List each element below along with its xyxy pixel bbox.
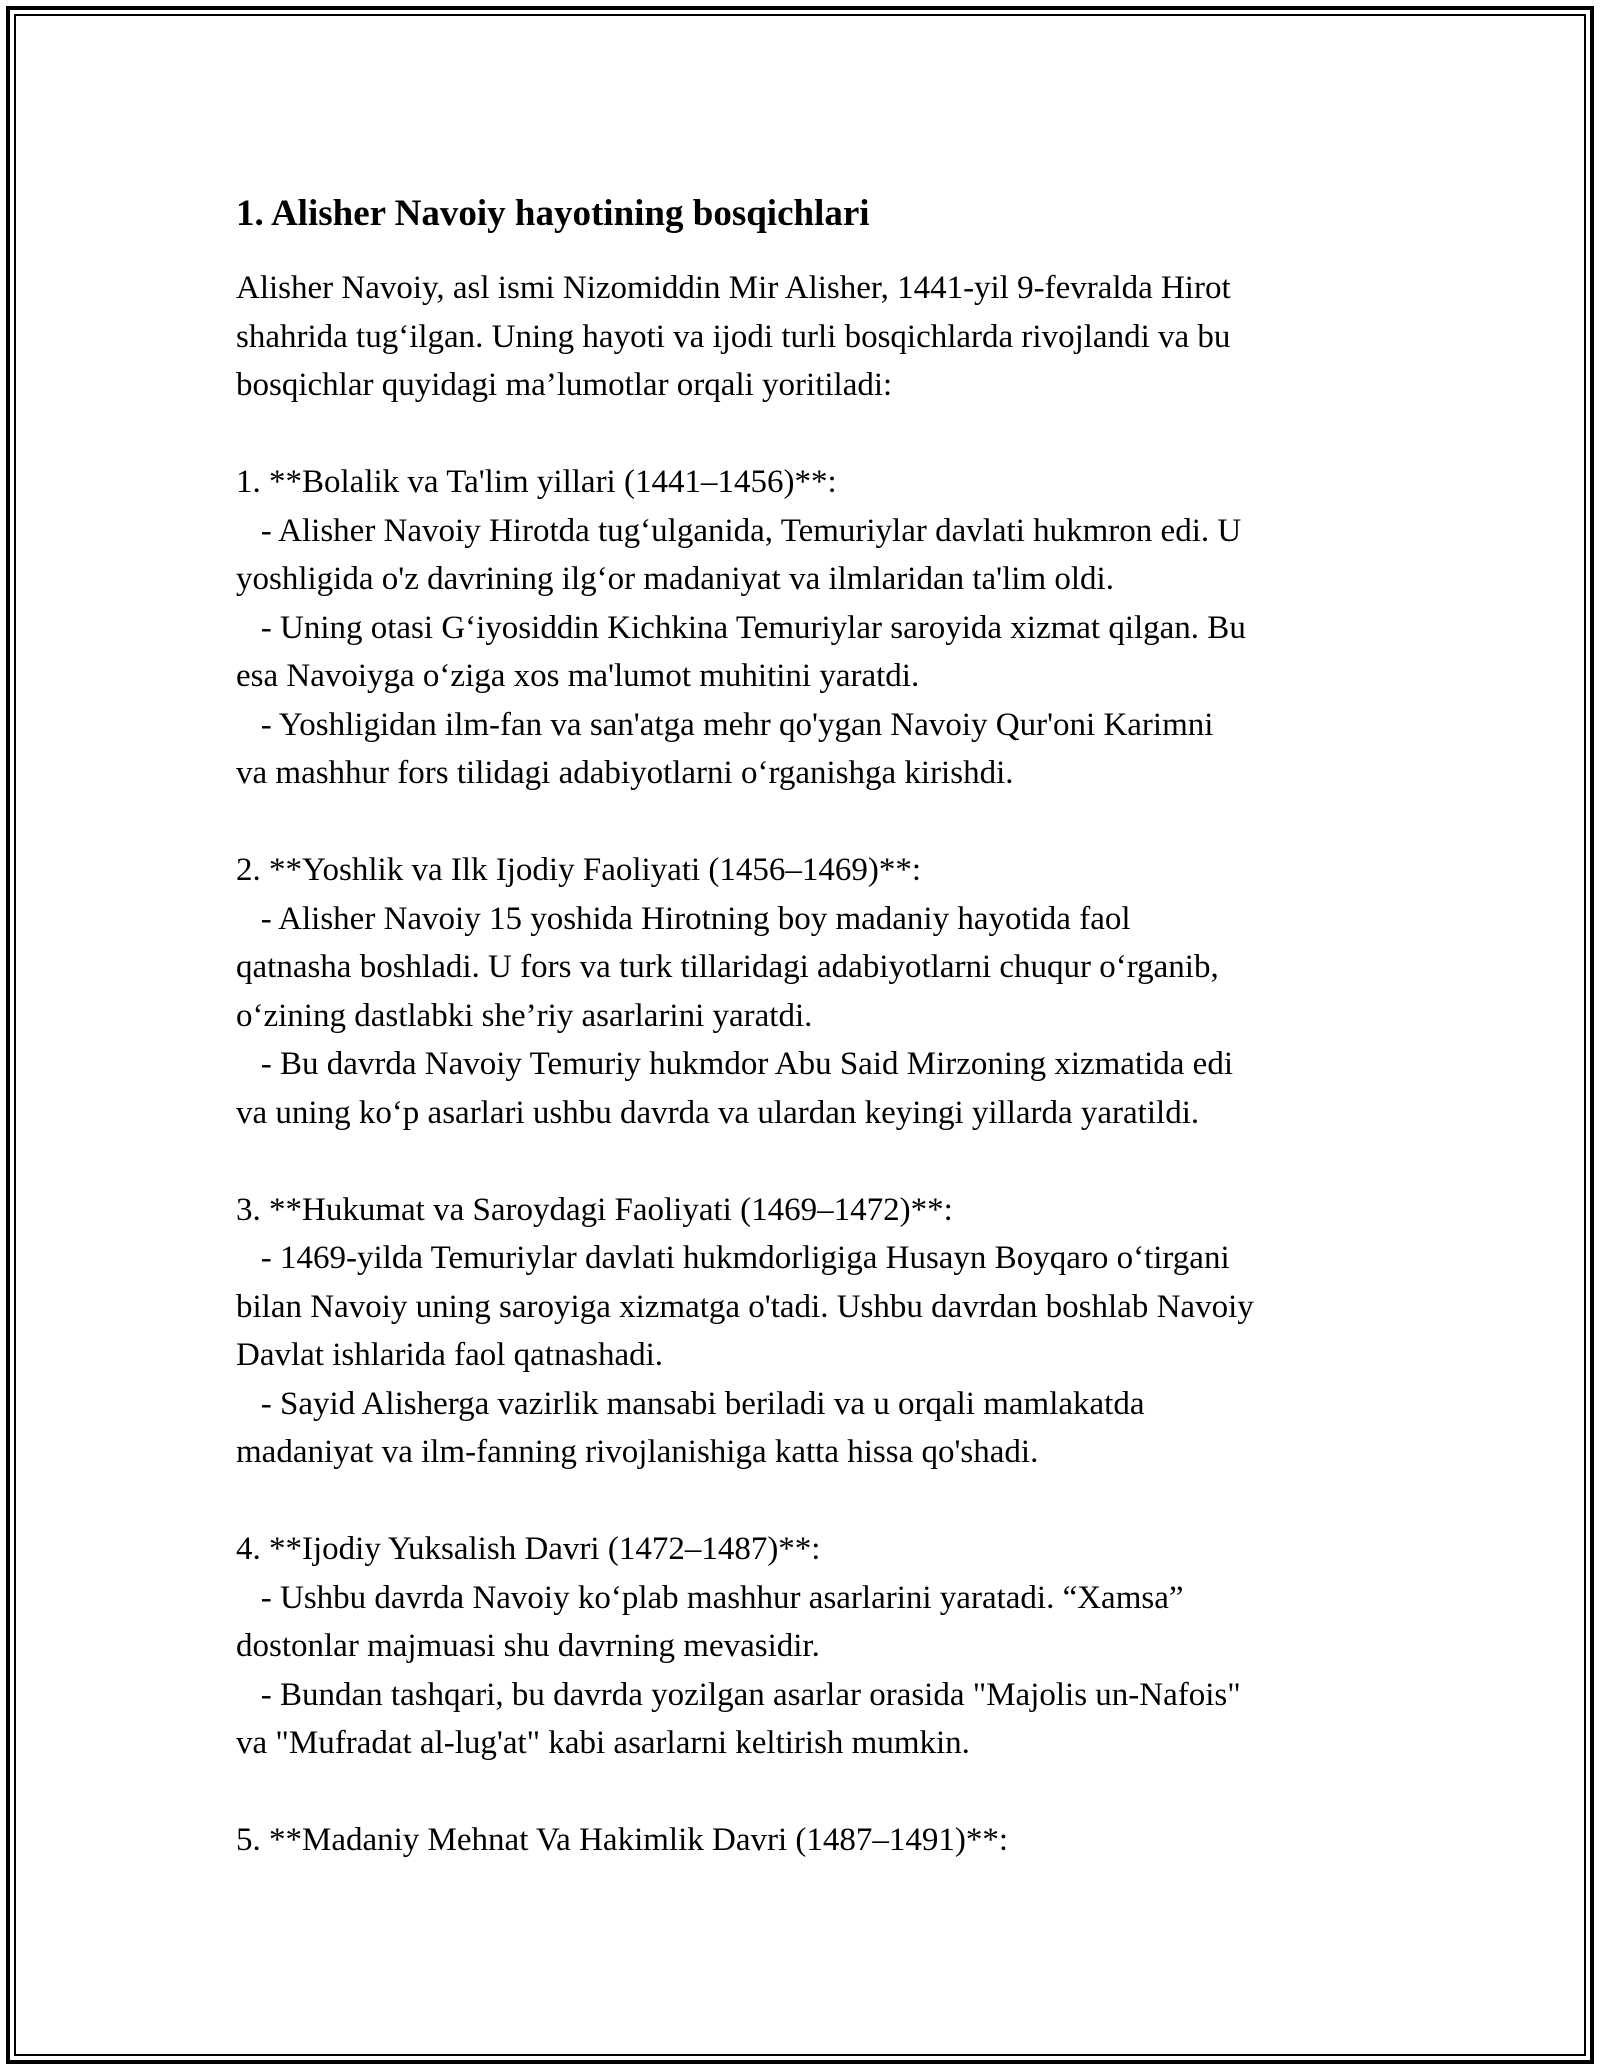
section-line: - Yoshligidan ilm-fan va san'atga mehr qo'ygan Navoiy Qur'oni Karimni xyxy=(236,706,1214,743)
section-line: - Sayid Alisherga vazirlik mansabi beriladi va u orqali mamlakatda xyxy=(236,1385,1145,1422)
section-line: bilan Navoiy uning saroyiga xizmatga o'tadi. Ushbu davrdan boshlab Navoiy xyxy=(236,1288,1254,1325)
section-line: - Ushbu davrda Navoiy ko‘plab mashhur asarlarini yaratadi. “Xamsa” xyxy=(236,1579,1184,1616)
section-2 xyxy=(236,846,1376,1137)
intro-line: shahrida tug‘ilgan. Uning hayoti va ijodi turli bosqichlarda rivojlandi va bu xyxy=(236,318,1231,355)
section-5 xyxy=(236,1816,1376,1865)
section-line: yoshligida o'z davrining ilg‘or madaniyat va ilmlaridan ta'lim oldi. xyxy=(236,561,1114,597)
section-3 xyxy=(236,1186,1376,1477)
section-line: - Alisher Navoiy Hirotda tug‘ulganida, Temuriylar davlati hukmron edi. U xyxy=(236,512,1242,549)
section-heading: 5. **Madaniy Mehnat Va Hakimlik Davri (1487–1491)**: xyxy=(236,1822,1009,1858)
section-heading: 1. **Bolalik va Ta'lim yillari (1441–1456)**: xyxy=(236,464,837,500)
section-heading: 2. **Yoshlik va Ilk Ijodiy Faoliyati (1456–1469)**: xyxy=(236,852,922,888)
section-line: Davlat ishlarida faol qatnashadi. xyxy=(236,1337,664,1373)
section-4 xyxy=(236,1525,1376,1768)
section-line: - Alisher Navoiy 15 yoshida Hirotning boy madaniy hayotida faol xyxy=(236,900,1131,937)
section-line: o‘zining dastlabki she’riy asarlarini yaratdi. xyxy=(236,997,813,1034)
intro-paragraph xyxy=(236,264,1376,410)
section-line: madaniyat va ilm-fanning rivojlanishiga katta hissa qo'shadi. xyxy=(236,1434,1039,1470)
section-line: - Bu davrda Navoiy Temuriy hukmdor Abu Said Mirzoning xizmatida edi xyxy=(236,1046,1233,1082)
document-body xyxy=(236,190,1376,1865)
section-1 xyxy=(236,458,1376,798)
section-line: va "Mufradat al-lug'at" kabi asarlarni keltirish mumkin. xyxy=(236,1725,970,1761)
section-line: - Uning otasi G‘iyosiddin Kichkina Temuriylar saroyida xizmat qilgan. Bu xyxy=(236,609,1246,646)
section-line: va mashhur fors tilidagi adabiyotlarni o‘rganishga kirishdi. xyxy=(236,755,1014,791)
section-line: esa Navoiyga o‘ziga xos ma'lumot muhitini yaratdi. xyxy=(236,658,920,694)
section-line: va uning ko‘p asarlari ushbu davrda va ulardan keyingi yillarda yaratildi. xyxy=(236,1094,1200,1131)
section-line: dostonlar majmuasi shu davrning mevasidir. xyxy=(236,1628,820,1664)
document-title: 1. Alisher Navoiy hayotining bosqichlari xyxy=(236,193,870,234)
intro-line: bosqichlar quyidagi ma’lumotlar orqali yoritiladi: xyxy=(236,367,893,403)
section-line: - 1469-yilda Temuriylar davlati hukmdorligiga Husayn Boyqaro o‘tirgani xyxy=(236,1240,1230,1276)
intro-line: Alisher Navoiy, asl ismi Nizomiddin Mir Alisher, 1441-yil 9-fevralda Hirot xyxy=(236,270,1231,306)
section-heading: 3. **Hukumat va Saroydagi Faoliyati (1469–1472)**: xyxy=(236,1191,953,1228)
section-line: qatnasha boshladi. U fors va turk tillaridagi adabiyotlarni chuqur o‘rganib, xyxy=(236,949,1219,985)
section-heading: 4. **Ijodiy Yuksalish Davri (1472–1487)**: xyxy=(236,1531,821,1567)
section-line: - Bundan tashqari, bu davrda yozilgan asarlar orasida "Majolis un-Nafois" xyxy=(236,1676,1241,1713)
